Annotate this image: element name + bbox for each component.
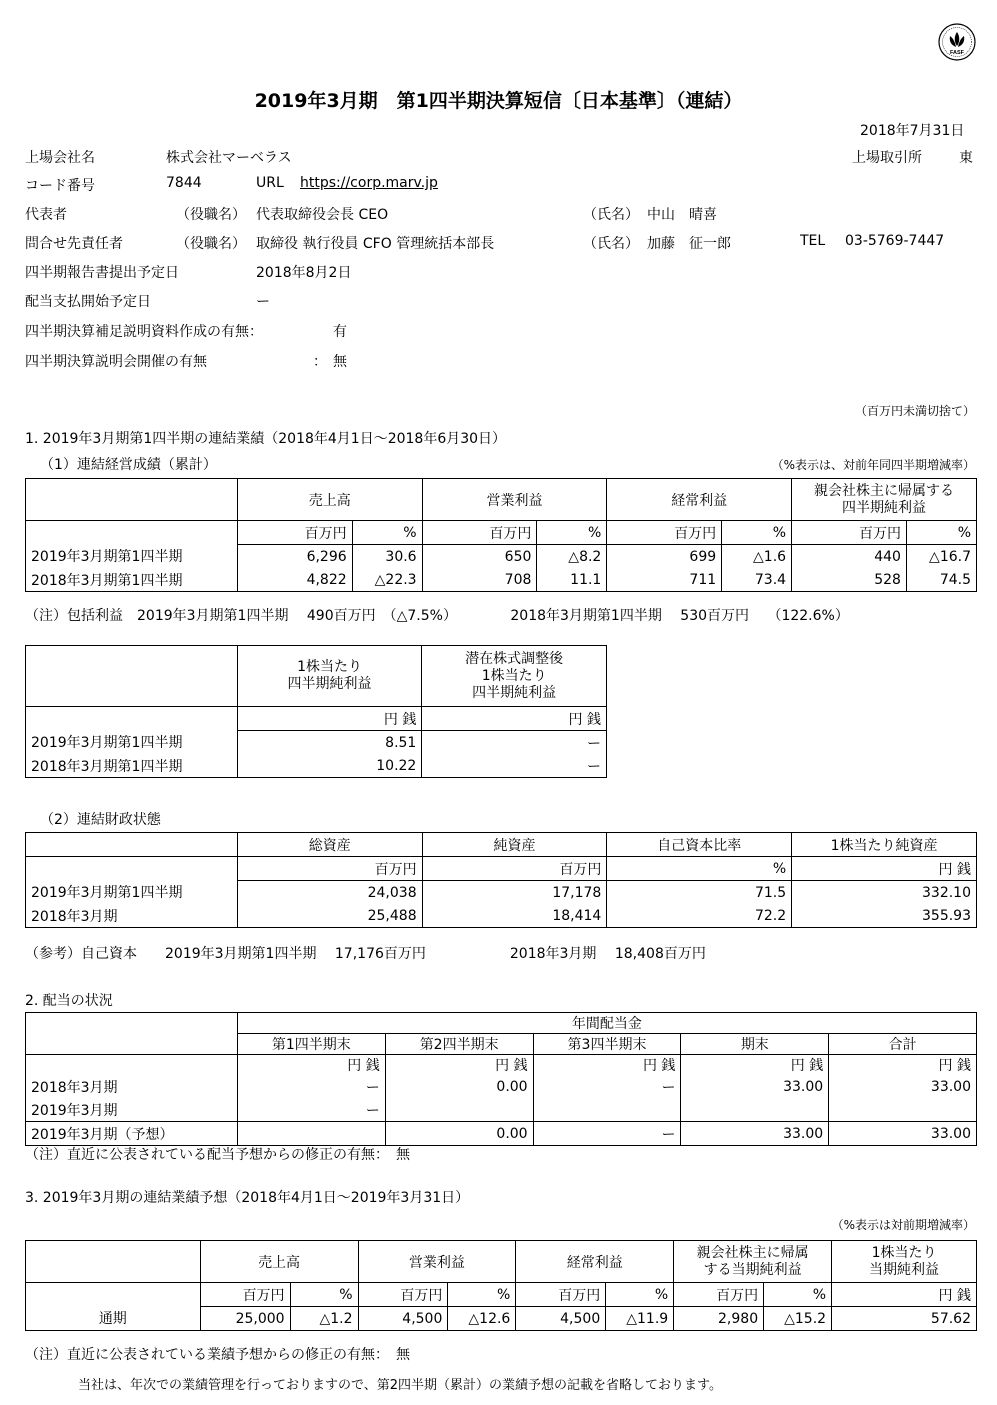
row-label: 2019年3月期第1四半期 xyxy=(26,731,238,755)
cell: 355.93 xyxy=(922,907,971,924)
col-ordinary-income: 経常利益 xyxy=(516,1241,674,1283)
unit: 百万円 xyxy=(200,1283,290,1307)
table-row xyxy=(26,754,607,778)
table-row xyxy=(26,1122,977,1146)
col-ordinary-income: 経常利益 xyxy=(607,479,792,521)
report-submit-date: 2018年8月2日 xyxy=(256,265,352,281)
unit: 円 銭 xyxy=(792,857,977,881)
cell: ー xyxy=(533,1122,681,1146)
briefing-colon: ： xyxy=(313,354,327,370)
equity-reference-note: （参考）自己資本 2019年3月期第1四半期 17,176百万円 2018年3月期 18,408百万円 xyxy=(25,946,706,962)
table-row xyxy=(26,731,607,755)
cell: △22.3 xyxy=(352,568,422,592)
label-supplementary: 四半期決算補足説明資料作成の有無： xyxy=(25,324,263,340)
cell: 71.5 xyxy=(607,881,792,905)
cell: △15.2 xyxy=(764,1307,832,1331)
cell: △1.6 xyxy=(722,545,792,569)
cell: 4,822 xyxy=(237,568,352,592)
label-report-date: 四半期報告書提出予定日 xyxy=(25,265,179,281)
briefing-value: 無 xyxy=(333,354,347,370)
cell: 8.51 xyxy=(237,731,422,755)
cell xyxy=(237,1122,385,1146)
unit: 百万円 xyxy=(422,521,537,545)
tel-label: TEL xyxy=(800,233,826,249)
unit: % xyxy=(606,1283,674,1307)
table-row xyxy=(26,904,977,928)
cell: 0.00 xyxy=(385,1075,533,1098)
cell: 0.00 xyxy=(385,1122,533,1146)
stock-code: 7844 xyxy=(166,175,202,191)
cell: 33.00 xyxy=(681,1075,829,1098)
unit: 百万円 xyxy=(237,857,422,881)
unit: 百万円 xyxy=(607,521,722,545)
unit: 百万円 xyxy=(237,521,352,545)
label-representative: 代表者 xyxy=(25,207,67,223)
contact-name: 加藤 征一郎 xyxy=(647,236,731,252)
table-row xyxy=(26,1098,977,1122)
cell: 650 xyxy=(422,545,537,569)
cell: 17,178 xyxy=(422,881,607,905)
unit: 円 銭 xyxy=(237,707,422,731)
unit: 百万円 xyxy=(792,521,907,545)
cell: 4,500 xyxy=(358,1307,448,1331)
row-label: 2019年3月期（予想） xyxy=(26,1122,238,1146)
contact-title: 取締役 執行役員 CFO 管理統括本部長 xyxy=(256,236,495,252)
label-briefing: 四半期決算説明会開催の有無 xyxy=(25,354,207,370)
section2-heading: 2. 配当の状況 xyxy=(25,993,113,1009)
col-annual-dividend: 年間配当金 xyxy=(237,1013,976,1034)
cell: 711 xyxy=(607,568,722,592)
report-date: 2018年7月31日 xyxy=(860,123,965,139)
label-exchange: 上場取引所 xyxy=(852,150,922,166)
unit: 円 銭 xyxy=(832,1283,977,1307)
col-total: 合計 xyxy=(829,1034,977,1055)
col-diluted-eps: 潜在株式調整後 1株当たり 四半期純利益 xyxy=(422,646,607,707)
row-label: 2018年3月期 xyxy=(26,1075,238,1098)
col-sales: 売上高 xyxy=(237,479,422,521)
name-label: （氏名） xyxy=(583,207,639,223)
cell xyxy=(533,1098,681,1122)
col-q1: 第1四半期末 xyxy=(237,1034,385,1055)
cell: ー xyxy=(587,735,601,752)
col-equity-ratio: 自己資本比率 xyxy=(607,833,792,857)
cell: 33.00 xyxy=(930,1078,971,1095)
comprehensive-income-note: （注）包括利益 2019年3月期第1四半期 490百万円 （△7.5%） 2018年3月期第1四半期 530百万円 （122.6%） xyxy=(25,608,849,624)
table-row xyxy=(26,1307,977,1331)
table-row xyxy=(26,1075,977,1098)
unit: % xyxy=(537,521,607,545)
label-contact: 問合せ先責任者 xyxy=(25,236,123,252)
unit: 円 銭 xyxy=(385,1055,533,1076)
representative-title: 代表取締役会長 CEO xyxy=(256,207,389,223)
unit: 円 銭 xyxy=(533,1055,681,1076)
pct-note: （%表示は、対前年同四半期増減率） xyxy=(771,458,975,472)
cell: 24,038 xyxy=(237,881,422,905)
label-code: コード番号 xyxy=(25,178,95,194)
cell xyxy=(829,1098,977,1122)
table-row xyxy=(26,568,977,592)
cell: 33.00 xyxy=(681,1122,829,1146)
company-url-link[interactable]: https://corp.marv.jp xyxy=(300,175,438,191)
cell: 73.4 xyxy=(722,568,792,592)
cell: ー xyxy=(237,1075,385,1098)
col-total-assets: 総資産 xyxy=(237,833,422,857)
col-operating-income: 営業利益 xyxy=(422,479,607,521)
unit: % xyxy=(290,1283,358,1307)
cell: 10.22 xyxy=(237,754,422,778)
cell: ー xyxy=(533,1075,681,1098)
cell: 6,296 xyxy=(237,545,352,569)
label-company-name: 上場会社名 xyxy=(25,150,95,166)
unit: 円 銭 xyxy=(422,707,607,731)
unit: 円 銭 xyxy=(938,1058,971,1074)
col-sales: 売上高 xyxy=(200,1241,358,1283)
row-label: 2019年3月期 xyxy=(26,1098,238,1122)
cell: 30.6 xyxy=(352,545,422,569)
forecast-omission-note: 当社は、年次での業績管理を行っておりますので、第2四半期（累計）の業績予想の記載を省略しております。 xyxy=(78,1378,722,1393)
unit: % xyxy=(764,1283,832,1307)
row-label: 2018年3月期第1四半期 xyxy=(26,754,238,778)
unit: 百万円 xyxy=(516,1283,606,1307)
financial-position-table xyxy=(25,832,977,928)
forecast-revision-note: （注）直近に公表されている業績予想からの修正の有無： 無 xyxy=(25,1347,410,1363)
label-dividend-date: 配当支払開始予定日 xyxy=(25,294,151,310)
table-row xyxy=(26,881,977,905)
unit: 百万円 xyxy=(674,1283,764,1307)
unit: % xyxy=(352,521,422,545)
cell: 11.1 xyxy=(537,568,607,592)
cell: 440 xyxy=(792,545,907,569)
cell xyxy=(681,1098,829,1122)
dividend-date: ー xyxy=(256,294,270,310)
row-label: 2018年3月期第1四半期 xyxy=(26,568,238,592)
cell: ー xyxy=(237,1098,385,1122)
cell: △11.9 xyxy=(606,1307,674,1331)
cell: 25,000 xyxy=(200,1307,290,1331)
role-label: （役職名） xyxy=(176,207,246,223)
cell: △1.2 xyxy=(290,1307,358,1331)
cell: 332.10 xyxy=(922,884,971,901)
cell: 74.5 xyxy=(939,571,971,588)
cell: 4,500 xyxy=(516,1307,606,1331)
fasf-logo xyxy=(937,22,977,62)
cell xyxy=(385,1098,533,1122)
unit: % xyxy=(607,857,792,881)
page-title: 2019年3月期 第1四半期決算短信〔日本基準〕（連結） xyxy=(254,90,743,112)
operating-results-table xyxy=(25,478,977,592)
col-net-income: 親会社株主に帰属 する当期純利益 xyxy=(674,1241,832,1283)
row-label: 2018年3月期 xyxy=(26,904,238,928)
unit: 円 銭 xyxy=(237,1055,385,1076)
section1-sub2: （2）連結財政状態 xyxy=(40,812,161,828)
table-row xyxy=(26,545,977,569)
pct-note: （%表示は対前期増減率） xyxy=(831,1218,975,1232)
col-q3: 第3四半期末 xyxy=(533,1034,681,1055)
cell: ー xyxy=(587,758,601,775)
label-url: URL xyxy=(256,175,284,191)
cell: 528 xyxy=(792,568,907,592)
unit: 円 銭 xyxy=(681,1055,829,1076)
row-label: 通期 xyxy=(26,1307,201,1331)
tel-number: 03-5769-7447 xyxy=(845,233,945,249)
unit: % xyxy=(722,521,792,545)
col-year-end: 期末 xyxy=(681,1034,829,1055)
col-q2: 第2四半期末 xyxy=(385,1034,533,1055)
rounding-note: （百万円未満切捨て） xyxy=(854,404,975,418)
cell: △16.7 xyxy=(929,548,971,565)
col-eps: 1株当たり 四半期純利益 xyxy=(237,646,422,707)
eps-table xyxy=(25,645,607,778)
forecast-table xyxy=(25,1240,977,1331)
section1-sub1: （1）連結経営成績（累計） xyxy=(40,457,217,473)
representative-name: 中山 晴喜 xyxy=(647,207,717,223)
section1-heading: 1. 2019年3月期第1四半期の連結業績（2018年4月1日～2018年6月30日） xyxy=(25,431,507,447)
cell: 708 xyxy=(422,568,537,592)
cell: 18,414 xyxy=(422,904,607,928)
company-name: 株式会社マーベラス xyxy=(166,150,292,166)
cell: △12.6 xyxy=(448,1307,516,1331)
unit: % xyxy=(906,521,976,545)
col-net-income: 親会社株主に帰属する 四半期純利益 xyxy=(792,479,977,521)
unit: 百万円 xyxy=(358,1283,448,1307)
cell: 72.2 xyxy=(607,904,792,928)
col-net-assets: 純資産 xyxy=(422,833,607,857)
exchange: 東 xyxy=(959,150,973,166)
supplementary-value: 有 xyxy=(333,324,347,340)
role-label: （役職名） xyxy=(176,236,246,252)
dividend-table xyxy=(25,1012,977,1146)
cell: 33.00 xyxy=(829,1122,977,1146)
name-label: （氏名） xyxy=(583,236,639,252)
cell: 25,488 xyxy=(237,904,422,928)
col-bps: 1株当たり純資産 xyxy=(792,833,977,857)
row-label: 2019年3月期第1四半期 xyxy=(26,545,238,569)
col-eps: 1株当たり 当期純利益 xyxy=(832,1241,977,1283)
cell: 699 xyxy=(607,545,722,569)
dividend-revision-note: （注）直近に公表されている配当予想からの修正の有無： 無 xyxy=(25,1147,410,1163)
cell: 2,980 xyxy=(674,1307,764,1331)
svg-text:FASF: FASF xyxy=(949,50,965,56)
cell: △8.2 xyxy=(537,545,607,569)
unit: 百万円 xyxy=(422,857,607,881)
row-label: 2019年3月期第1四半期 xyxy=(26,881,238,905)
section3-heading: 3. 2019年3月期の連結業績予想（2018年4月1日～2019年3月31日） xyxy=(25,1190,470,1206)
cell: 57.62 xyxy=(930,1310,971,1327)
unit: % xyxy=(448,1283,516,1307)
col-operating-income: 営業利益 xyxy=(358,1241,516,1283)
